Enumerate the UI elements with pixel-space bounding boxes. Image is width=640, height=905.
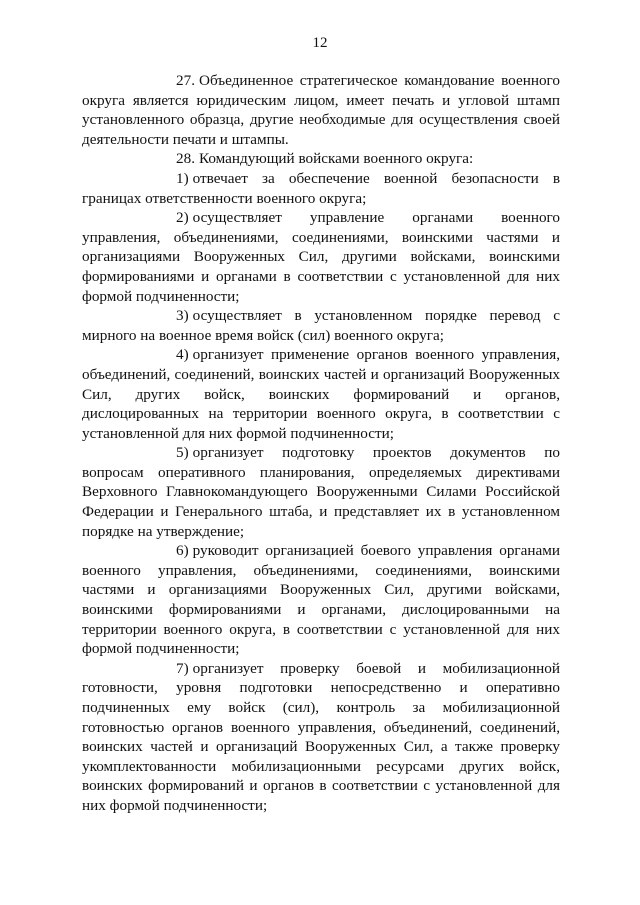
document-body (82, 71, 560, 816)
list-item-text: руководит организацией боевого управления органами военного управления, объединениями, соединениями, воинскими частями и организациями Вооруженных Сил, другими войсками, воинскими формированиями и органами, дислоцированными на территории военного округа, в соответствии с установленной для них формой подчиненности; (82, 542, 560, 658)
list-item-number: 5) (176, 444, 189, 462)
list-item-number: 1) (176, 169, 189, 187)
list-item-3 (82, 306, 560, 345)
list-item-1 (82, 169, 560, 208)
paragraph-number: 28. (176, 150, 195, 168)
page-number: 12 (312, 35, 328, 51)
list-item-number: 7) (176, 659, 189, 677)
list-item-text: организует проверку боевой и мобилизационной готовности, уровня подготовки непосредственно и оперативно подчиненных ему войск (сил), контроль за мобилизационной готовностью органов военного управления, объединений, соединений, воинских частей и организаций Вооруженных Сил, а также проверку укомплектованности мобилизационными ресурсами других войск, воинских формирований и органов в соответствии с установленной для них формой подчиненности; (82, 659, 560, 814)
list-item-text: отвечает за обеспечение военной безопасности в границах ответственности военного округа; (82, 169, 560, 207)
list-item-number: 6) (176, 542, 189, 560)
list-item-text: организует подготовку проектов документов по вопросам оперативного планирования, определяемых директивами Верховного Главнокомандующего Вооруженными Силами Российской Федерации и Генерального штаба, и представляет их в установленном порядке на утверждение; (82, 444, 560, 540)
list-item-text: организует применение органов военного управления, объединений, соединений, воинских частей и организаций Вооруженных Сил, других войск, воинских формирований и органов, дислоцированных на территории военного округа, в соответствии с установленной для них формой подчиненности; (82, 346, 560, 442)
list-item-number: 4) (176, 346, 189, 364)
paragraph-text: Командующий войсками военного округа: (198, 150, 474, 168)
list-item-4 (82, 345, 560, 443)
list-item-2 (82, 208, 560, 306)
list-item-5 (82, 443, 560, 541)
list-item-number: 3) (176, 307, 189, 325)
list-item-number: 2) (176, 209, 189, 227)
list-item-7 (82, 659, 560, 816)
paragraph-number: 27. (176, 72, 195, 89)
paragraph-27 (82, 71, 560, 149)
list-item-text: осуществляет управление органами военного управления, объединениями, соединениями, воинскими частями и организациями Вооруженных Сил, другими войсками, воинскими формированиями и органами в соответствии с установленной для них формой подчиненности; (82, 209, 560, 305)
paragraph-28 (82, 149, 560, 169)
list-item-6 (82, 541, 560, 659)
paragraph-text: Объединенное стратегическое командование военного округа является юридическим лицом, имеет печать и угловой штамп установленного образца, другие необходимые для осуществления своей деятельности печати и штампы. (82, 72, 560, 148)
list-item-text: осуществляет в установленном порядке перевод с мирного на военное время войск (сил) военного округа; (82, 307, 560, 344)
